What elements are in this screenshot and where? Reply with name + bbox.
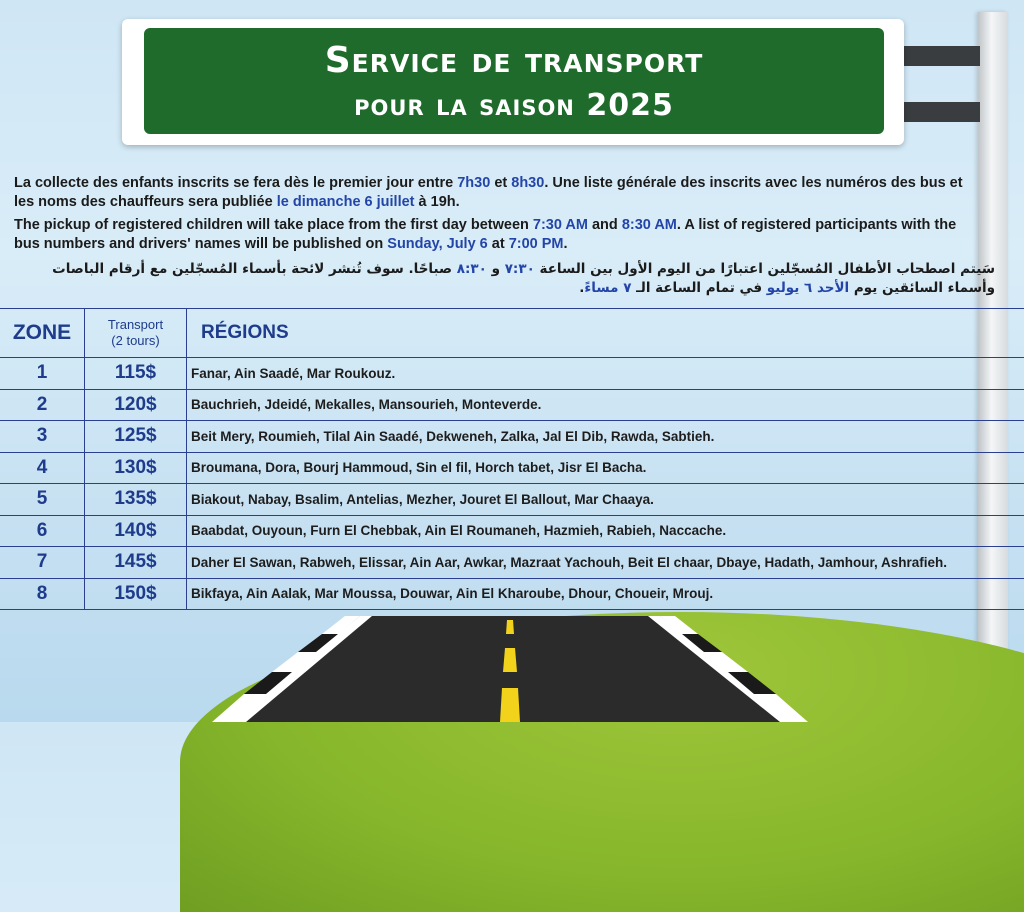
- text-segment: صباحًا. سوف تُنشر لائحة بأسماء المُسجّلين مع أرقام الباصات وأسماء السائقين يوم: [52, 261, 995, 296]
- zone-number: 7: [0, 547, 85, 579]
- zone-regions: Baabdat, Ouyoun, Furn El Chebbak, Ain El Roumaneh, Hazmieh, Rabieh, Naccache.: [187, 515, 1024, 547]
- time-highlight: 7:00 PM: [509, 236, 564, 252]
- zone-price: 130$: [85, 452, 187, 484]
- table-header-row: [0, 309, 1024, 358]
- table-row: [0, 452, 1024, 484]
- text-segment: à 19h.: [415, 194, 460, 210]
- road-sign: [144, 28, 884, 134]
- zone-price: 140$: [85, 515, 187, 547]
- header-transport-line2: (2 tours): [85, 333, 186, 349]
- date-highlight: le dimanche 6 juillet: [277, 194, 415, 210]
- zones-table: [0, 308, 1024, 610]
- sign-title: Service de transport: [144, 40, 884, 81]
- table-row: [0, 547, 1024, 579]
- zone-regions: Daher El Sawan, Rabweh, Elissar, Ain Aar, Awkar, Mazraat Yachouh, Beit El chaar, Dbaye, Hadath, Jamhour, Ashrafieh.: [187, 547, 1024, 579]
- paragraph-english: [14, 216, 974, 254]
- zone-regions: Bikfaya, Ain Aalak, Mar Moussa, Douwar, Ain El Kharoube, Dhour, Choueir, Mrouj.: [187, 578, 1024, 610]
- zone-number: 5: [0, 484, 85, 516]
- table-row: [0, 421, 1024, 453]
- header-transport: [85, 309, 187, 358]
- zone-price: 125$: [85, 421, 187, 453]
- zone-regions: Bauchrieh, Jdeidé, Mekalles, Mansourieh, Monteverde.: [187, 389, 1024, 421]
- text-segment: at: [488, 236, 509, 252]
- zone-number: 8: [0, 578, 85, 610]
- table-row: [0, 389, 1024, 421]
- time-highlight: ٧ مساءً: [584, 280, 631, 296]
- zone-number: 1: [0, 358, 85, 390]
- date-highlight: Sunday, July 6: [387, 236, 487, 252]
- text-segment: .: [579, 280, 584, 296]
- time-highlight: 8:30 AM: [622, 217, 677, 233]
- time-highlight: 8h30: [511, 175, 544, 191]
- time-highlight: 7:30 AM: [533, 217, 588, 233]
- table-row: [0, 484, 1024, 516]
- sign-arm-bottom: [904, 102, 980, 122]
- date-highlight: الأحد ٦ يوليو: [767, 280, 849, 296]
- paragraph-arabic: [14, 260, 995, 298]
- zone-regions: Fanar, Ain Saadé, Mar Roukouz.: [187, 358, 1024, 390]
- zone-price: 115$: [85, 358, 187, 390]
- header-regions: RÉGIONS: [187, 309, 1024, 358]
- text-segment: The pickup of registered children will take place from the first day between: [14, 217, 533, 233]
- zone-price: 135$: [85, 484, 187, 516]
- text-segment: et: [490, 175, 511, 191]
- sign-arm-top: [904, 46, 980, 66]
- text-segment: سَيتم اصطحاب الأطفال المُسجّلين اعتبارًا من اليوم الأول بين الساعة: [535, 261, 995, 277]
- text-segment: . A list of registered participants with the bus numbers and drivers' names will be published on: [14, 217, 956, 252]
- text-segment: and: [588, 217, 622, 233]
- text-segment: . Une liste générale des inscrits avec les numéros des bus et les noms des chauffeurs sera publiée: [14, 175, 963, 210]
- header-zone: ZONE: [0, 309, 85, 358]
- road-illustration: [0, 600, 1024, 722]
- paragraph-french: [14, 174, 974, 212]
- text-segment: La collecte des enfants inscrits se fera dès le premier jour entre: [14, 175, 457, 191]
- table-row: [0, 515, 1024, 547]
- zone-price: 150$: [85, 578, 187, 610]
- zone-price: 120$: [85, 389, 187, 421]
- text-segment: .: [564, 236, 568, 252]
- zone-number: 6: [0, 515, 85, 547]
- zone-regions: Beit Mery, Roumieh, Tilal Ain Saadé, Dekweneh, Zalka, Jal El Dib, Rawda, Sabtieh.: [187, 421, 1024, 453]
- zone-price: 145$: [85, 547, 187, 579]
- time-highlight: ٧:٣٠: [505, 261, 535, 277]
- time-highlight: 7h30: [457, 175, 490, 191]
- zone-number: 3: [0, 421, 85, 453]
- text-segment: و: [487, 261, 505, 277]
- zone-regions: Biakout, Nabay, Bsalim, Antelias, Mezher, Jouret El Ballout, Mar Chaaya.: [187, 484, 1024, 516]
- zone-number: 4: [0, 452, 85, 484]
- header-transport-line1: Transport: [85, 317, 186, 333]
- text-segment: في تمام الساعة الـ: [631, 280, 766, 296]
- zone-number: 2: [0, 389, 85, 421]
- zone-regions: Broumana, Dora, Bourj Hammoud, Sin el fil, Horch tabet, Jisr El Bacha.: [187, 452, 1024, 484]
- time-highlight: ٨:٣٠: [457, 261, 487, 277]
- sign-subtitle: pour la saison 2025: [144, 88, 884, 123]
- table-row: [0, 358, 1024, 390]
